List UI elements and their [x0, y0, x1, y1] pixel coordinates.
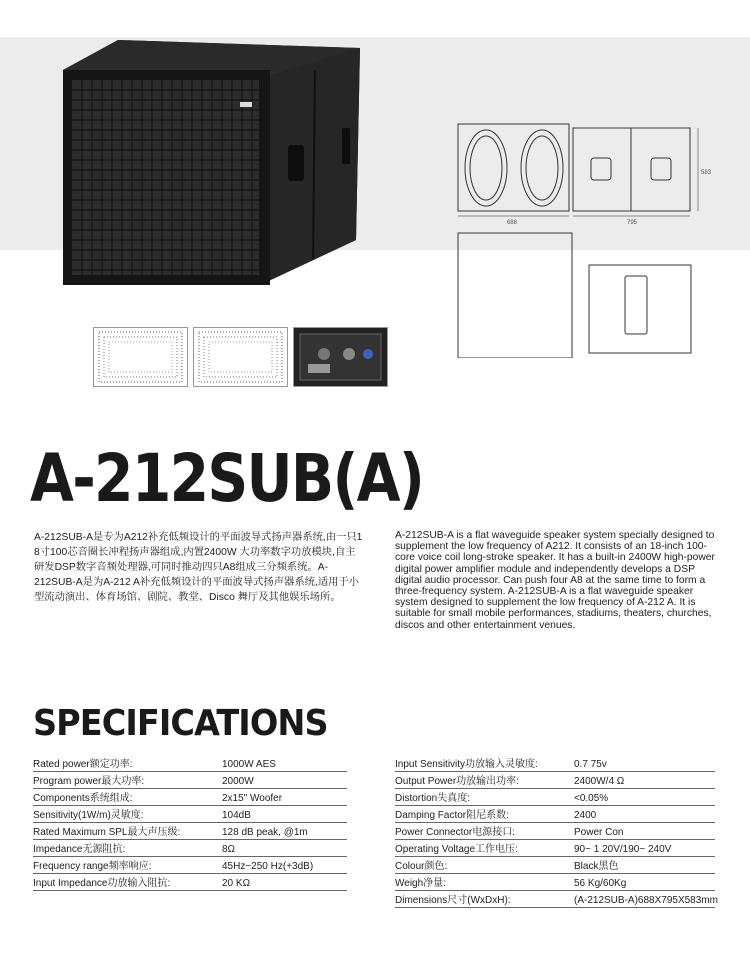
spec-value: (A-212SUB-A)688X795X583mm — [574, 895, 718, 906]
spec-row — [33, 857, 347, 874]
spec-row — [395, 789, 715, 806]
spec-label: Sensitivity(1W/m)灵敏度: — [33, 810, 144, 821]
spec-value: 56 Kg/60Kg — [574, 878, 627, 889]
spec-value: <0.05% — [574, 793, 609, 804]
spec-label: Program power最大功率: — [33, 776, 145, 787]
spec-label: Output Power功放输出功率: — [395, 776, 519, 787]
spec-row — [395, 840, 715, 857]
spec-value: 0.7 75v — [574, 759, 607, 770]
spec-value: 2000W — [222, 776, 254, 787]
spec-row — [33, 789, 347, 806]
spec-label: Operating Voltage工作电压: — [395, 844, 518, 855]
spec-value: 8Ω — [222, 844, 236, 855]
spec-row — [395, 891, 718, 908]
spec-value: Power Con — [574, 827, 624, 838]
spec-row — [395, 823, 715, 840]
spec-row — [33, 755, 347, 772]
spec-value: 20 KΩ — [222, 878, 251, 889]
spec-value: 45Hz~250 Hz(+3dB) — [222, 861, 314, 872]
thumbnail-grille-back[interactable] — [193, 327, 288, 387]
spec-label: Input Sensitivity功放输入灵敏度: — [395, 759, 538, 770]
svg-text:688: 688 — [507, 220, 518, 226]
speaker-product-photo — [60, 40, 365, 292]
spec-row — [33, 840, 347, 857]
spec-label: Colour颜色: — [395, 861, 448, 872]
spec-label: Rated Maximum SPL最大声压级: — [33, 827, 181, 838]
description-english: A-212SUB-A is a flat waveguide speaker system specially designed to supplement the low frequency of A212. It consists of an 18-inch 100-core voice coil long-stroke speaker. It has a built-in 2400W high-power digital power amplifier module and independently develops a DSP digital audio processor. Can push four A8 at the same time to form a three-frequency system. A-212SUB-A is a flat waveguide speaker system designed to supplement the low frequency of A-212 A. It is suitable for small mobile performances, stadiums, theaters, churches, discos and other entertainment venues. — [395, 530, 715, 631]
spec-row — [33, 874, 347, 891]
svg-text:583: 583 — [701, 170, 712, 176]
spec-row — [395, 755, 715, 772]
spec-value: 1000W AES — [222, 759, 276, 770]
spec-label: Input Impedance功放输入阻抗: — [33, 878, 171, 889]
spec-value: 104dB — [222, 810, 251, 821]
description-chinese: A-212SUB-A是专为A212补充低频设计的平面波导式扬声器系统,由一只1 8寸100芯音圈长冲程扬声器组成,内置2400W 大功率数字功放模块,自主研发DSP数字音频处理器,可同时推动四只A8组成三分频系统。A-212SUB-A是为A-212 A补充低频设计的平面波导式扬声器系统,适用于小型流动演出、体育场馆、剧院、教堂、Disco 舞厅及其他娱乐场所。 — [34, 532, 363, 603]
specifications-heading: SPECIFICATIONS — [33, 703, 328, 744]
spec-row — [395, 857, 715, 874]
spec-label: Rated power额定功率: — [33, 759, 133, 770]
spec-row — [33, 823, 347, 840]
spec-label: Frequency range频率响应: — [33, 861, 152, 872]
thumbnail-amp-panel[interactable] — [293, 327, 388, 387]
technical-drawing — [455, 118, 725, 358]
spec-value: 2400W/4 Ω — [574, 776, 625, 787]
spec-row — [395, 772, 715, 789]
spec-table-right — [395, 755, 718, 908]
spec-value: 2400 — [574, 810, 597, 821]
spec-row — [33, 772, 347, 789]
spec-row — [33, 806, 347, 823]
spec-value: 2x15" Woofer — [222, 793, 283, 804]
thumbnail-grille-front[interactable] — [93, 327, 188, 387]
spec-label: Dimensions尺寸(WxDxH): — [395, 895, 511, 906]
spec-row — [395, 806, 715, 823]
spec-label: Damping Factor阻尼系数: — [395, 810, 509, 821]
spec-table-left — [33, 755, 347, 891]
spec-row — [395, 874, 715, 891]
spec-value: 90~ 1 20V/190~ 240V — [574, 844, 672, 855]
spec-label: Impedance无源阻抗: — [33, 844, 126, 855]
spec-label: Weigh净量: — [395, 878, 446, 889]
product-title: A-212SUB(A) — [30, 440, 424, 517]
svg-text:795: 795 — [627, 220, 638, 226]
spec-label: Components系统组成: — [33, 793, 133, 804]
spec-value: Black黑色 — [574, 861, 619, 872]
spec-label: Power Connector电源接口: — [395, 827, 516, 838]
spec-label: Distortion失真度: — [395, 793, 471, 804]
spec-value: 128 dB peak, @1m — [222, 827, 308, 838]
